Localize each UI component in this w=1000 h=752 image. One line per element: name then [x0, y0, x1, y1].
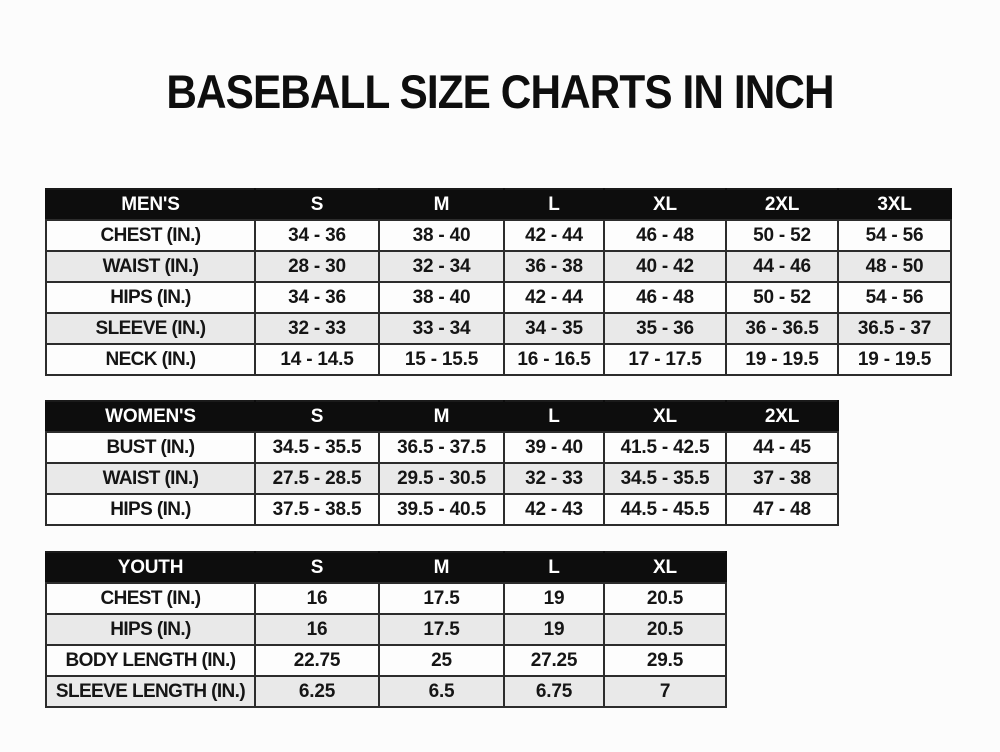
youth-size-table-container: [45, 551, 727, 708]
mens-size-column-header: XL: [604, 189, 726, 220]
size-value: 47 - 48: [726, 494, 838, 525]
mens-header-row: [46, 189, 951, 220]
womens-section-title: WOMEN'S: [46, 401, 255, 432]
size-value: 36 - 36.5: [726, 313, 838, 344]
youth-size-column-header: XL: [604, 552, 726, 583]
mens-size-column-header: L: [504, 189, 604, 220]
size-value: 40 - 42: [604, 251, 726, 282]
womens-table-row: [46, 463, 838, 494]
womens-size-table: [45, 400, 839, 526]
measurement-label: BUST (IN.): [46, 432, 255, 463]
size-value: 17.5: [379, 614, 504, 645]
size-value: 20.5: [604, 614, 726, 645]
size-value: 36.5 - 37: [838, 313, 951, 344]
mens-size-table: [45, 188, 952, 376]
youth-section-title: YOUTH: [46, 552, 255, 583]
womens-size-column-header: S: [255, 401, 379, 432]
measurement-label: SLEEVE (IN.): [46, 313, 255, 344]
size-value: 39.5 - 40.5: [379, 494, 504, 525]
size-value: 39 - 40: [504, 432, 604, 463]
mens-table-row: [46, 220, 951, 251]
size-value: 14 - 14.5: [255, 344, 379, 375]
womens-table-row: [46, 494, 838, 525]
youth-table-row: [46, 676, 726, 707]
size-value: 54 - 56: [838, 282, 951, 313]
womens-header-row: [46, 401, 838, 432]
measurement-label: NECK (IN.): [46, 344, 255, 375]
womens-table-row: [46, 432, 838, 463]
size-value: 27.25: [504, 645, 604, 676]
size-value: 25: [379, 645, 504, 676]
womens-size-column-header: L: [504, 401, 604, 432]
size-value: 15 - 15.5: [379, 344, 504, 375]
page-title: BASEBALL SIZE CHARTS IN INCH: [166, 65, 834, 118]
size-value: 37 - 38: [726, 463, 838, 494]
youth-size-column-header: L: [504, 552, 604, 583]
size-value: 42 - 44: [504, 220, 604, 251]
size-value: 35 - 36: [604, 313, 726, 344]
size-value: 32 - 33: [255, 313, 379, 344]
womens-size-table-container: [45, 400, 839, 526]
size-value: 48 - 50: [838, 251, 951, 282]
size-value: 16: [255, 583, 379, 614]
youth-size-table: [45, 551, 727, 708]
mens-size-column-header: 2XL: [726, 189, 838, 220]
size-value: 22.75: [255, 645, 379, 676]
size-value: 6.25: [255, 676, 379, 707]
youth-size-column-header: M: [379, 552, 504, 583]
womens-size-column-header: 2XL: [726, 401, 838, 432]
size-value: 33 - 34: [379, 313, 504, 344]
size-value: 19 - 19.5: [726, 344, 838, 375]
mens-table-row: [46, 282, 951, 313]
size-value: 46 - 48: [604, 220, 726, 251]
size-value: 27.5 - 28.5: [255, 463, 379, 494]
size-value: 20.5: [604, 583, 726, 614]
size-value: 34 - 36: [255, 220, 379, 251]
size-value: 37.5 - 38.5: [255, 494, 379, 525]
size-value: 19 - 19.5: [838, 344, 951, 375]
size-value: 44.5 - 45.5: [604, 494, 726, 525]
mens-size-column-header: 3XL: [838, 189, 951, 220]
youth-header-row: [46, 552, 726, 583]
size-value: 50 - 52: [726, 220, 838, 251]
size-value: 32 - 33: [504, 463, 604, 494]
mens-size-column-header: M: [379, 189, 504, 220]
size-value: 16 - 16.5: [504, 344, 604, 375]
mens-table-row: [46, 344, 951, 375]
womens-size-column-header: M: [379, 401, 504, 432]
size-value: 50 - 52: [726, 282, 838, 313]
youth-size-column-header: S: [255, 552, 379, 583]
mens-section-title: MEN'S: [46, 189, 255, 220]
size-value: 36.5 - 37.5: [379, 432, 504, 463]
size-value: 29.5: [604, 645, 726, 676]
size-value: 17.5: [379, 583, 504, 614]
size-value: 46 - 48: [604, 282, 726, 313]
size-value: 34.5 - 35.5: [604, 463, 726, 494]
size-value: 7: [604, 676, 726, 707]
size-value: 29.5 - 30.5: [379, 463, 504, 494]
size-value: 41.5 - 42.5: [604, 432, 726, 463]
size-value: 6.5: [379, 676, 504, 707]
youth-table-row: [46, 583, 726, 614]
measurement-label: WAIST (IN.): [46, 251, 255, 282]
measurement-label: HIPS (IN.): [46, 614, 255, 645]
size-value: 42 - 43: [504, 494, 604, 525]
size-value: 38 - 40: [379, 220, 504, 251]
mens-size-column-header: S: [255, 189, 379, 220]
measurement-label: HIPS (IN.): [46, 282, 255, 313]
measurement-label: BODY LENGTH (IN.): [46, 645, 255, 676]
size-value: 34 - 36: [255, 282, 379, 313]
size-value: 54 - 56: [838, 220, 951, 251]
size-value: 16: [255, 614, 379, 645]
size-value: 6.75: [504, 676, 604, 707]
womens-size-column-header: XL: [604, 401, 726, 432]
size-value: 44 - 46: [726, 251, 838, 282]
size-value: 19: [504, 583, 604, 614]
size-value: 44 - 45: [726, 432, 838, 463]
size-value: 32 - 34: [379, 251, 504, 282]
size-value: 34.5 - 35.5: [255, 432, 379, 463]
size-value: 42 - 44: [504, 282, 604, 313]
mens-size-table-container: [45, 188, 952, 376]
measurement-label: WAIST (IN.): [46, 463, 255, 494]
measurement-label: CHEST (IN.): [46, 220, 255, 251]
size-value: 19: [504, 614, 604, 645]
size-value: 34 - 35: [504, 313, 604, 344]
measurement-label: HIPS (IN.): [46, 494, 255, 525]
size-value: 38 - 40: [379, 282, 504, 313]
measurement-label: SLEEVE LENGTH (IN.): [46, 676, 255, 707]
youth-table-row: [46, 614, 726, 645]
youth-table-row: [46, 645, 726, 676]
size-value: 17 - 17.5: [604, 344, 726, 375]
mens-table-row: [46, 313, 951, 344]
mens-table-row: [46, 251, 951, 282]
size-value: 28 - 30: [255, 251, 379, 282]
size-value: 36 - 38: [504, 251, 604, 282]
measurement-label: CHEST (IN.): [46, 583, 255, 614]
